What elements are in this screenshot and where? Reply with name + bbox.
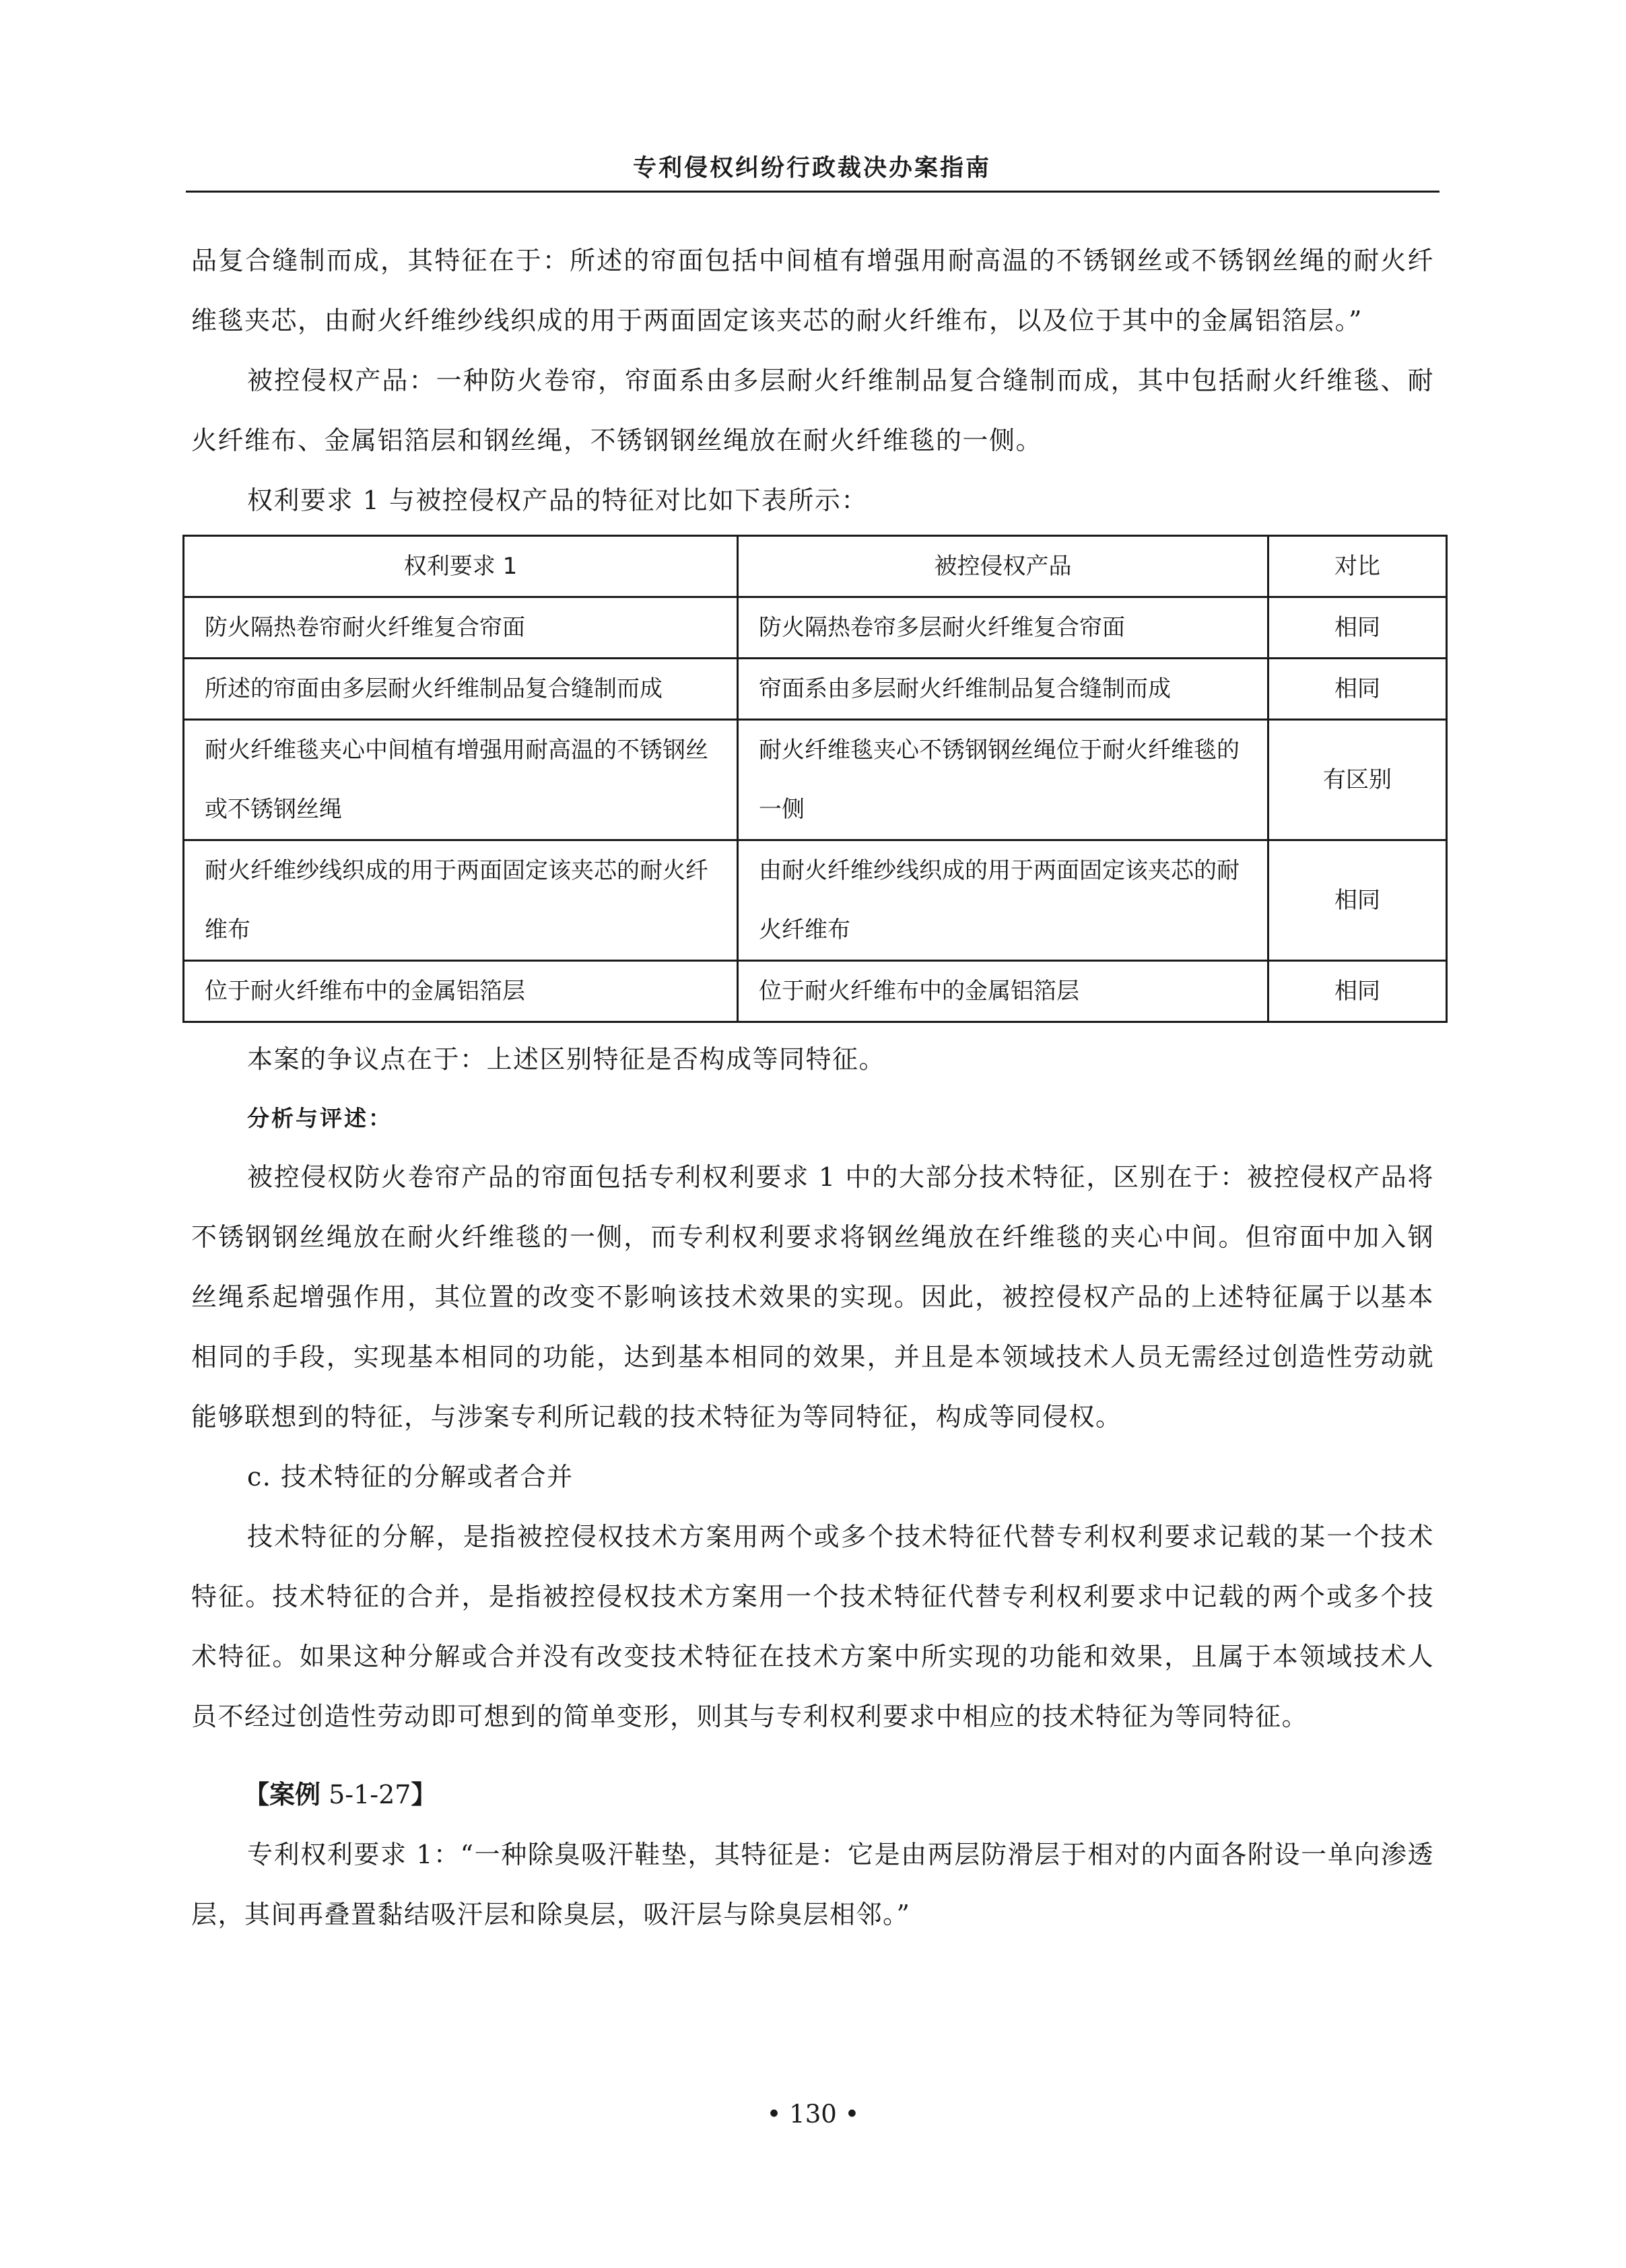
table-header-product: 被控侵权产品 [738,536,1268,597]
feature-comparison-table [182,535,1448,1023]
table-row [184,840,1447,961]
table-cell-comparison: 相同 [1268,840,1447,961]
table-cell-claim: 位于耐火纤维布中的金属铝箔层 [184,961,738,1022]
table-cell-comparison: 相同 [1268,961,1447,1022]
table-header-comparison: 对比 [1268,536,1447,597]
table-row [184,720,1447,840]
table-cell-claim: 防火隔热卷帘耐火纤维复合帘面 [184,597,738,659]
table-cell-product: 耐火纤维毯夹心不锈钢钢丝绳位于耐火纤维毯的一侧 [738,720,1268,840]
table-cell-product: 帘面系由多层耐火纤维制品复合缝制而成 [738,659,1268,720]
paragraph-claim-continued: 品复合缝制而成，其特征在于：所述的帘面包括中间植有增强用耐高温的不锈钢丝或不锈钢丝绳的耐火纤维毯夹芯，由耐火纤维纱线织成的用于两面固定该夹芯的耐火纤维布，以及位于其中的金属铝箔层。” [191,246,1434,335]
table-header-claim: 权利要求 1 [184,536,738,597]
table-cell-product: 防火隔热卷帘多层耐火纤维复合帘面 [738,597,1268,659]
page-body [191,231,1434,1945]
paragraph-analysis: 被控侵权防火卷帘产品的帘面包括专利权利要求 1 中的大部分技术特征，区别在于：被控侵权产品将不锈钢钢丝绳放在耐火纤维毯的一侧，而专利权利要求将钢丝绳放在纤维毯的夹心中间。但帘面中加入钢丝绳系起增强作用，其位置的改变不影响该技术效果的实现。因此，被控侵权产品的上述特征属于以基本相同的手段，实现基本相同的功能，达到基本相同的效果，并且是本领域技术人员无需经过创造性劳动就能够联想到的特征，与涉案专利所记载的技术特征为等同特征，构成等同侵权。 [191,1162,1434,1432]
table-cell-claim: 耐火纤维毯夹心中间植有增强用耐高温的不锈钢丝或不锈钢丝绳 [184,720,738,840]
header-rule [186,191,1439,193]
table-cell-claim: 耐火纤维纱线织成的用于两面固定该夹芯的耐火纤维布 [184,840,738,961]
case-label [191,1764,1434,1825]
paragraph-case-claim: 专利权利要求 1：“一种除臭吸汗鞋垫，其特征是：它是由两层防滑层于相对的内面各附设一单向渗透层，其间再叠置黏结吸汗层和除臭层，吸汗层与除臭层相邻。” [191,1840,1434,1929]
paragraph-dispute: 本案的争议点在于：上述区别特征是否构成等同特征。 [247,1044,886,1074]
case-label-close: 】 [411,1779,437,1809]
paragraph-table-intro: 权利要求 1 与被控侵权产品的特征对比如下表所示： [247,486,868,515]
table-row [184,597,1447,659]
table-cell-claim: 所述的帘面由多层耐火纤维制品复合缝制而成 [184,659,738,720]
paragraph-section-c: 技术特征的分解，是指被控侵权技术方案用两个或多个技术特征代替专利权利要求记载的某一个技术特征。技术特征的合并，是指被控侵权技术方案用一个技术特征代替专利权利要求中记载的两个或多个技术特征。如果这种分解或合并没有改变技术特征在技术方案中所实现的功能和效果，且属于本领域技术人员不经过创造性劳动即可想到的简单变形，则其与专利权利要求中相应的技术特征为等同特征。 [191,1522,1434,1731]
section-c-heading: c. 技术特征的分解或者合并 [247,1462,574,1492]
table-cell-comparison: 相同 [1268,597,1447,659]
analysis-heading: 分析与评述： [247,1105,393,1131]
table-header-row [184,536,1447,597]
table-cell-product: 位于耐火纤维布中的金属铝箔层 [738,961,1268,1022]
table-cell-product: 由耐火纤维纱线织成的用于两面固定该夹芯的耐火纤维布 [738,840,1268,961]
table-cell-comparison: 有区别 [1268,720,1447,840]
table-row [184,659,1447,720]
running-head: 专利侵权纠纷行政裁决办案指南 [632,154,991,182]
case-label-open: 【案例 [244,1779,321,1809]
table-row [184,961,1447,1022]
page-number: • 130 • [766,2100,860,2129]
paragraph-accused-product: 被控侵权产品：一种防火卷帘，帘面系由多层耐火纤维制品复合缝制而成，其中包括耐火纤维毯、耐火纤维布、金属铝箔层和钢丝绳，不锈钢钢丝绳放在耐火纤维毯的一侧。 [191,366,1434,455]
table-cell-comparison: 相同 [1268,659,1447,720]
case-label-number: 5-1-27 [320,1780,411,1809]
